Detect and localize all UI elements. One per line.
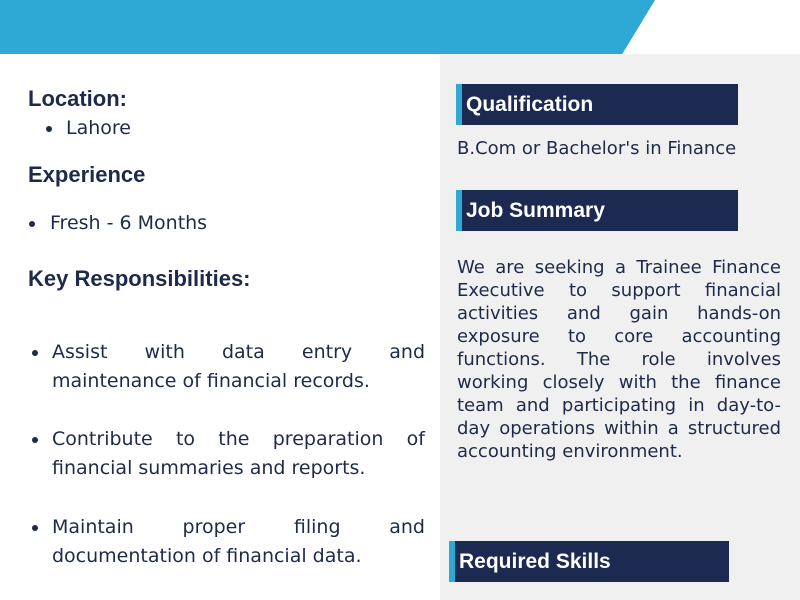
bullet-dot (29, 221, 35, 227)
responsibility-item: Maintain proper filing and documentation of financial data. (52, 516, 425, 567)
responsibilities-heading: Key Responsibilities: (28, 266, 251, 291)
job-summary-text: We are seeking a Trainee Finance Executive to support financial activities and gain hands-on exposure to core accounting functions. The role involves working closely with the finance team and participating in day-to-day operations within a structured accounting environment. (457, 257, 781, 462)
bullet-dot (32, 350, 38, 356)
location-heading: Location: (28, 86, 127, 111)
bullet-dot (46, 126, 52, 132)
qualification-text: B.Com or Bachelor's in Finance (457, 138, 737, 159)
bullet-dot (32, 525, 38, 531)
location-item: Lahore (66, 117, 131, 139)
experience-item: Fresh - 6 Months (50, 212, 208, 234)
required-skills-heading: Required Skills (449, 541, 729, 582)
bullet-dot (32, 437, 38, 443)
responsibility-item: Contribute to the preparation of financial summaries and reports. (52, 428, 425, 479)
job-summary-heading: Job Summary (456, 190, 738, 231)
top-banner (0, 0, 655, 54)
responsibility-item: Assist with data entry and maintenance of financial records. (52, 341, 425, 392)
qualification-heading: Qualification (456, 84, 738, 125)
experience-heading: Experience (28, 162, 146, 187)
